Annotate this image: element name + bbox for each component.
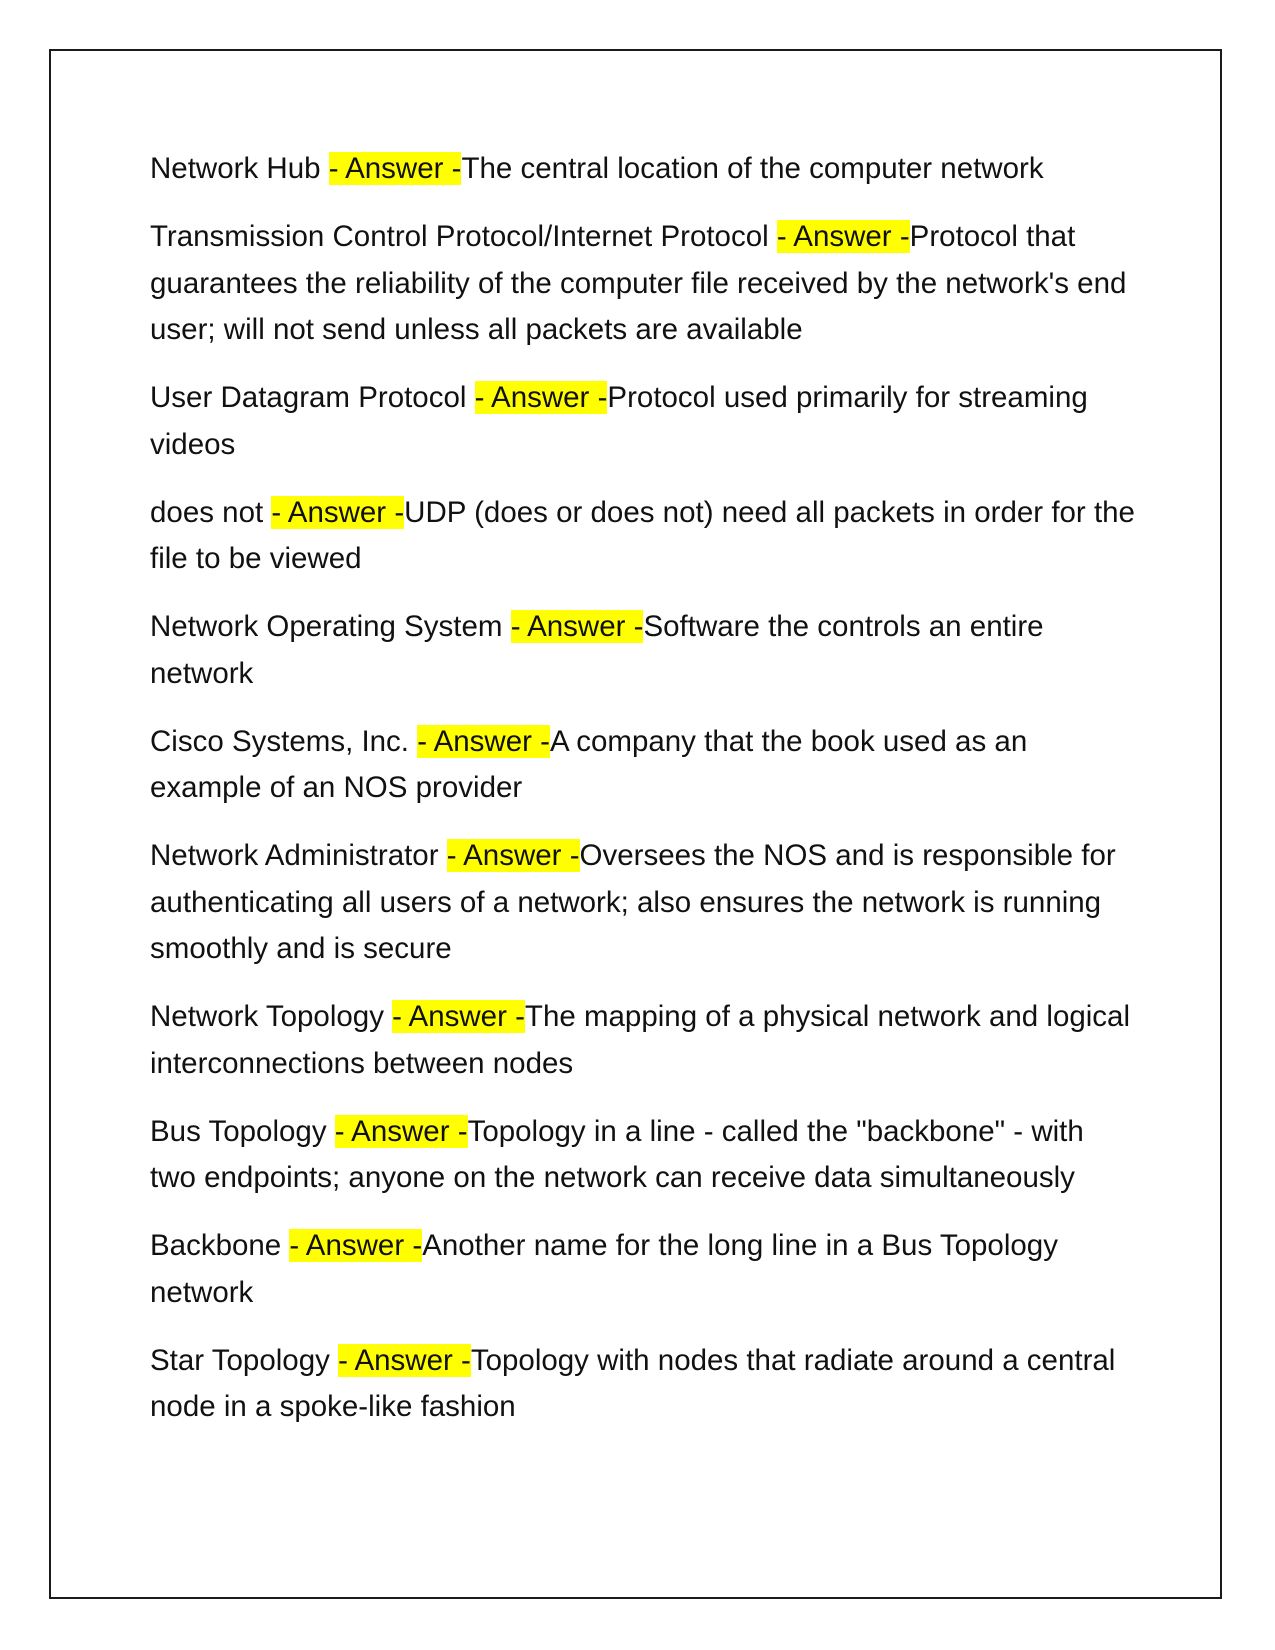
entry-term: Bus Topology (150, 1114, 335, 1148)
entry-definition: Topology in a line - called the "backbone" - with two endpoints; anyone on the network can receive data simultaneously (150, 1114, 1084, 1194)
answer-highlight: - Answer - (328, 152, 462, 185)
entry-network-operating-system (150, 604, 1135, 697)
entry-term: Network Hub (150, 152, 329, 185)
entry-star-topology (150, 1338, 1135, 1431)
entry-term: Network Operating System (150, 610, 511, 643)
entry-term: Transmission Control Protocol/Internet Protocol (150, 220, 777, 253)
entry-term: Star Topology (150, 1343, 339, 1377)
entry-backbone (150, 1223, 1135, 1316)
entry-term: Network Administrator (150, 839, 447, 872)
document-body (150, 146, 1135, 1452)
answer-highlight: - Answer - (271, 495, 405, 529)
entry-network-topology (150, 994, 1135, 1087)
answer-highlight: - Answer - (392, 1000, 525, 1033)
answer-highlight: - Answer - (510, 610, 644, 643)
entry-definition: Topology with nodes that radiate around a central node in a spoke-like fashion (150, 1343, 1116, 1423)
entry-definition: UDP (does or does not) need all packets in order for the file to be viewed (150, 495, 1135, 575)
answer-highlight: - Answer - (338, 1343, 471, 1377)
entry-cisco-systems (150, 719, 1135, 812)
entry-definition: Protocol that guarantees the reliability of the computer file received by the network's end user; will not send unless all packets are available (150, 220, 1127, 346)
entry-definition: Oversees the NOS and is responsible for authenticating all users of a network; also ensures the network is running smoothly and is secure (150, 839, 1116, 965)
answer-highlight: - Answer - (446, 839, 580, 872)
entry-term: Cisco Systems, Inc. (150, 724, 418, 758)
answer-highlight: - Answer - (417, 724, 550, 758)
entry-definition: Software the controls an entire network (150, 610, 1044, 690)
entry-does-not (150, 490, 1135, 583)
entry-udp (150, 375, 1135, 468)
entry-definition: Another name for the long line in a Bus Topology network (150, 1229, 1058, 1309)
entry-term: User Datagram Protocol (150, 381, 475, 414)
entry-definition: Protocol used primarily for streaming videos (150, 381, 1088, 461)
entry-term: does not (150, 495, 272, 529)
entry-definition: The central location of the computer network (461, 152, 1044, 185)
answer-highlight: - Answer - (334, 1114, 468, 1148)
entry-tcp-ip (150, 214, 1135, 354)
entry-definition: The mapping of a physical network and logical interconnections between nodes (150, 1000, 1131, 1080)
entry-bus-topology (150, 1109, 1135, 1202)
answer-highlight: - Answer - (289, 1229, 423, 1262)
entry-network-administrator (150, 833, 1135, 973)
entry-term: Backbone (150, 1229, 290, 1262)
answer-highlight: - Answer - (776, 220, 910, 253)
entry-definition: A company that the book used as an example of an NOS provider (150, 724, 1028, 804)
entry-network-hub (150, 146, 1135, 193)
answer-highlight: - Answer - (474, 381, 608, 414)
entry-term: Network Topology (150, 1000, 393, 1033)
